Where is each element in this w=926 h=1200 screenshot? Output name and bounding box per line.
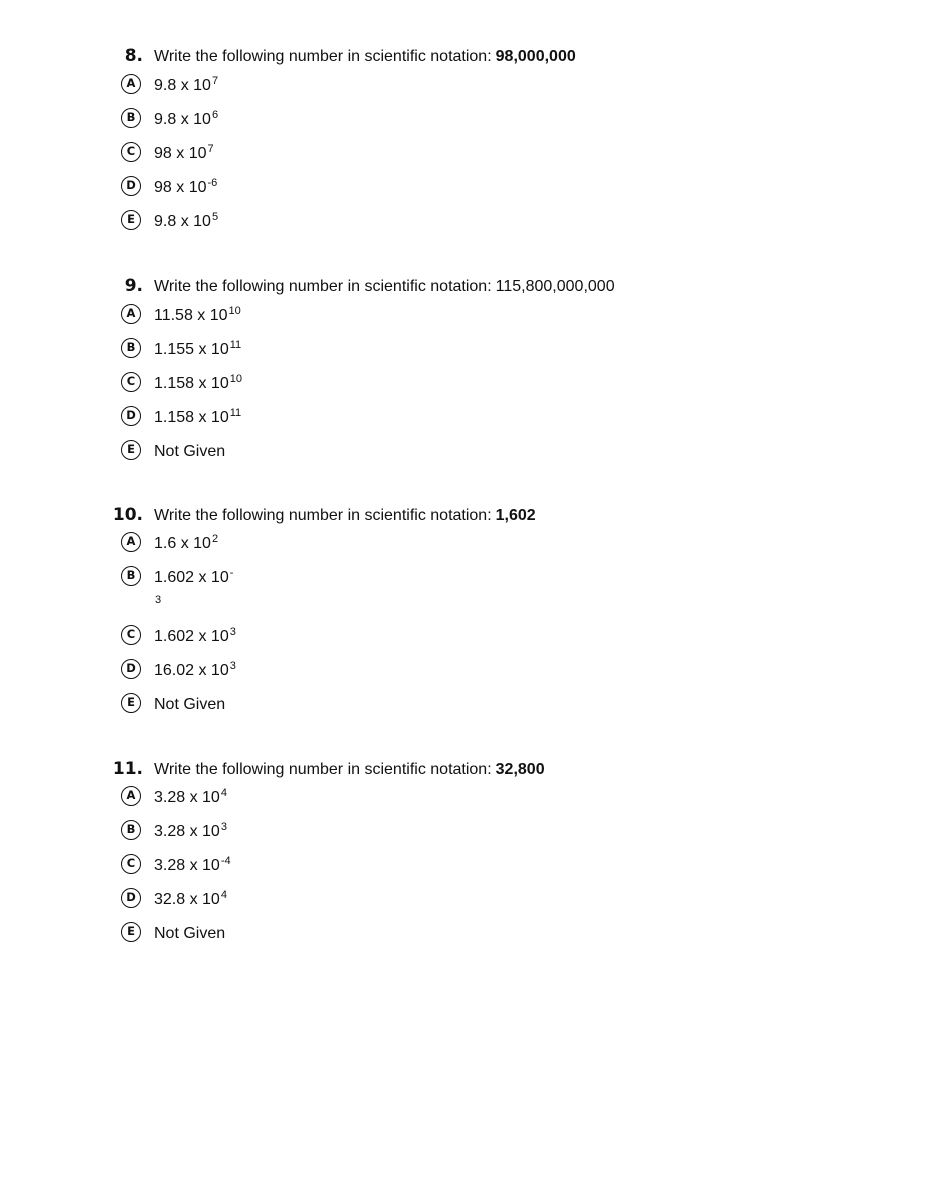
question-value: 98,000,000: [495, 48, 576, 65]
choice-b[interactable]: [121, 820, 721, 844]
choice-exponent: 4: [220, 787, 227, 799]
choice-bubble[interactable]: E: [121, 693, 141, 713]
choice-base: 3.28 x 10: [154, 789, 220, 806]
choice-b[interactable]: [121, 566, 721, 610]
choice-base: 1.158 x 10: [154, 375, 229, 392]
choice-bubble[interactable]: E: [121, 210, 141, 230]
choice-text: [154, 627, 236, 647]
choice-bubble[interactable]: B: [121, 566, 141, 586]
choice-text: [154, 408, 241, 428]
choice-a[interactable]: [121, 304, 721, 328]
question-prompt: [154, 759, 545, 781]
choice-base: 16.02 x 10: [154, 662, 229, 679]
choice-exponent-wrapped: 3: [155, 594, 162, 606]
choice-text: [154, 534, 218, 554]
choice-c[interactable]: [121, 372, 721, 396]
question-prompt-text: Write the following number in scientific notation:: [154, 278, 492, 295]
choice-text: [154, 340, 241, 360]
choice-exponent: 6: [211, 109, 219, 121]
choice-d[interactable]: [121, 659, 721, 683]
choice-text: [154, 568, 233, 588]
choice-exponent: 10: [229, 373, 242, 385]
question-prompt-text: Write the following number in scientific notation:: [154, 761, 492, 778]
choice-bubble[interactable]: D: [121, 888, 141, 908]
question-prompt-text: Write the following number in scientific notation:: [154, 507, 492, 524]
choice-text: [154, 178, 217, 198]
question-number: 8.: [124, 46, 143, 66]
choice-text: [154, 822, 227, 842]
choice-a[interactable]: [121, 74, 721, 98]
choice-bubble[interactable]: D: [121, 406, 141, 426]
question-value: 32,800: [495, 761, 545, 778]
choice-a[interactable]: [121, 786, 721, 810]
choice-text: [154, 890, 227, 910]
question-number: 11.: [112, 759, 143, 779]
choice-exponent: -6: [207, 177, 218, 189]
choice-text: [154, 144, 214, 164]
choice-c[interactable]: [121, 854, 721, 878]
choice-text: [154, 661, 236, 681]
choice-bubble[interactable]: A: [121, 74, 141, 94]
choice-bubble[interactable]: D: [121, 659, 141, 679]
choice-b[interactable]: [121, 108, 721, 132]
choice-base: 3.28 x 10: [154, 823, 220, 840]
choice-bubble[interactable]: C: [121, 372, 141, 392]
choice-exponent: 3: [220, 821, 227, 833]
choice-base: 1.602 x 10: [154, 628, 229, 645]
choice-e[interactable]: [121, 693, 721, 717]
choice-bubble[interactable]: C: [121, 854, 141, 874]
choice-e[interactable]: [121, 922, 721, 946]
choice-exponent: 11: [229, 339, 242, 351]
choice-base: 1.6 x 10: [154, 535, 211, 552]
choice-exponent: 5: [211, 211, 219, 223]
choice-text: Not Given: [154, 925, 226, 942]
choice-a[interactable]: [121, 532, 721, 556]
choice-base: 98 x 10: [154, 145, 207, 162]
choice-base: 1.158 x 10: [154, 409, 229, 426]
choice-bubble[interactable]: E: [121, 922, 141, 942]
choice-bubble[interactable]: A: [121, 786, 141, 806]
choice-base: 9.8 x 10: [154, 213, 211, 230]
choice-exponent: 11: [229, 407, 242, 419]
question-prompt-text: Write the following number in scientific notation:: [154, 48, 492, 65]
choice-bubble[interactable]: D: [121, 176, 141, 196]
question-prompt: [154, 276, 615, 298]
question-number: 10.: [112, 505, 143, 525]
choice-c[interactable]: [121, 625, 721, 649]
choice-text: [154, 76, 218, 96]
choice-base: 9.8 x 10: [154, 77, 211, 94]
choice-d[interactable]: [121, 888, 721, 912]
choice-base: 3.28 x 10: [154, 857, 220, 874]
question-header: [0, 758, 926, 780]
question-prompt: [154, 505, 536, 527]
question-header: [0, 275, 926, 297]
choice-exponent: 10: [228, 305, 241, 317]
choice-exponent: 7: [207, 143, 214, 155]
choice-text: [154, 374, 242, 394]
choice-text: [154, 788, 227, 808]
choice-d[interactable]: [121, 406, 721, 430]
choice-text: [154, 856, 231, 876]
question-header: [0, 45, 926, 67]
choice-bubble[interactable]: B: [121, 338, 141, 358]
question-number: 9.: [124, 276, 143, 296]
choice-text: [154, 110, 218, 130]
choice-base: 1.602 x 10: [154, 569, 229, 586]
choice-base: 1.155 x 10: [154, 341, 229, 358]
choice-base: 98 x 10: [154, 179, 207, 196]
choice-exponent: -: [229, 567, 234, 579]
choice-text: Not Given: [154, 443, 226, 460]
choice-bubble[interactable]: B: [121, 820, 141, 840]
question-value: 1,602: [495, 507, 536, 524]
choice-bubble[interactable]: C: [121, 625, 141, 645]
choice-bubble[interactable]: A: [121, 304, 141, 324]
choice-bubble[interactable]: E: [121, 440, 141, 460]
choice-bubble[interactable]: B: [121, 108, 141, 128]
choice-bubble[interactable]: A: [121, 532, 141, 552]
choice-text: [154, 306, 241, 326]
question-value: 115,800,000,000: [495, 278, 615, 295]
choice-e[interactable]: [121, 440, 721, 464]
choice-exponent: -4: [220, 855, 231, 867]
choice-exponent: 2: [211, 533, 219, 545]
choice-exponent: 3: [229, 626, 236, 638]
choice-c[interactable]: [121, 142, 721, 166]
choice-d[interactable]: [121, 176, 721, 200]
choice-e[interactable]: [121, 210, 721, 234]
choice-text: Not Given: [154, 696, 226, 713]
choice-bubble[interactable]: C: [121, 142, 141, 162]
choice-text: [154, 212, 218, 232]
choice-base: 11.58 x 10: [154, 307, 228, 324]
choice-exponent: 7: [211, 75, 219, 87]
choice-exponent: 3: [229, 660, 236, 672]
choice-base: 32.8 x 10: [154, 891, 220, 908]
choice-exponent: 4: [220, 889, 227, 901]
choice-b[interactable]: [121, 338, 721, 362]
choice-base: 9.8 x 10: [154, 111, 211, 128]
question-prompt: [154, 46, 576, 68]
question-header: [0, 504, 926, 526]
